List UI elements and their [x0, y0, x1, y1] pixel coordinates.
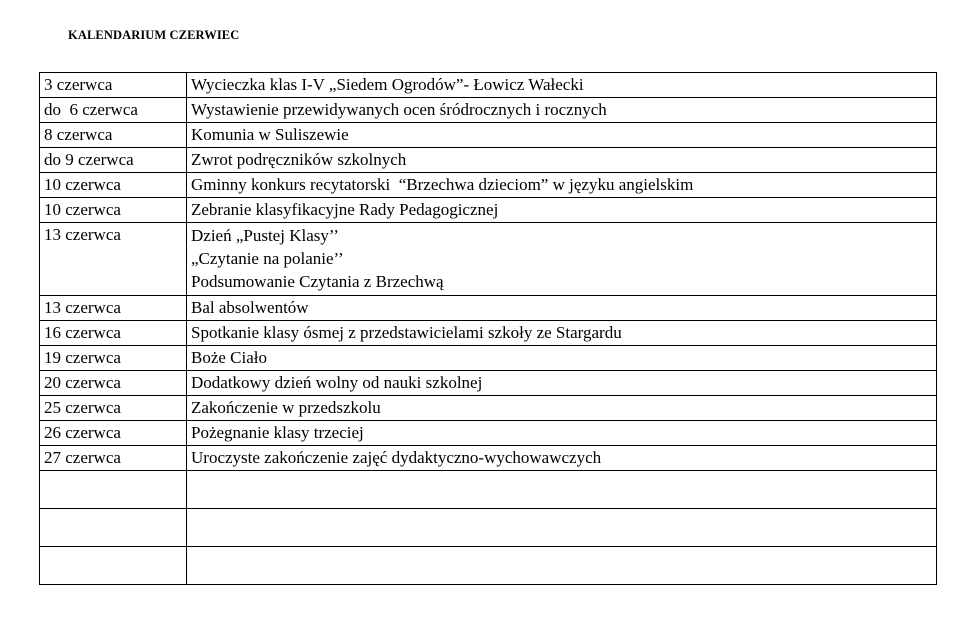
date-cell: do 6 czerwca — [40, 98, 187, 123]
table-row — [40, 73, 937, 98]
date-cell — [40, 547, 187, 585]
date-cell: 3 czerwca — [40, 73, 187, 98]
table-row — [40, 296, 937, 321]
event-cell — [187, 223, 937, 296]
event-cell: Pożegnanie klasy trzeciej — [187, 421, 937, 446]
event-line: „Czytanie na polanie’’ — [191, 249, 344, 268]
event-cell: Spotkanie klasy ósmej z przedstawicielami szkoły ze Stargardu — [187, 321, 937, 346]
event-line: Dzień „Pustej Klasy’’ — [191, 226, 339, 245]
table-row — [40, 223, 937, 296]
date-cell: 25 czerwca — [40, 396, 187, 421]
table-row — [40, 98, 937, 123]
table-row — [40, 173, 937, 198]
event-line: Podsumowanie Czytania z Brzechwą — [191, 272, 444, 291]
event-cell: Zwrot podręczników szkolnych — [187, 148, 937, 173]
table-row-empty — [40, 509, 937, 547]
event-cell: Zebranie klasyfikacyjne Rady Pedagogicznej — [187, 198, 937, 223]
table-row — [40, 446, 937, 471]
event-cell: Wystawienie przewidywanych ocen śródrocznych i rocznych — [187, 98, 937, 123]
table-row — [40, 371, 937, 396]
event-cell: Boże Ciało — [187, 346, 937, 371]
table-row-empty — [40, 471, 937, 509]
event-cell: Uroczyste zakończenie zajęć dydaktyczno-wychowawczych — [187, 446, 937, 471]
table-row — [40, 198, 937, 223]
date-cell: 20 czerwca — [40, 371, 187, 396]
table-row — [40, 346, 937, 371]
event-cell — [187, 471, 937, 509]
event-cell: Bal absolwentów — [187, 296, 937, 321]
event-cell — [187, 547, 937, 585]
table-row-empty — [40, 547, 937, 585]
document-title: KALENDARIUM CZERWIEC — [68, 28, 240, 42]
event-cell: Komunia w Suliszewie — [187, 123, 937, 148]
event-cell — [187, 509, 937, 547]
date-cell: 10 czerwca — [40, 173, 187, 198]
event-cell: Dodatkowy dzień wolny od nauki szkolnej — [187, 371, 937, 396]
table-row — [40, 321, 937, 346]
date-cell — [40, 509, 187, 547]
date-cell — [40, 471, 187, 509]
table-row — [40, 148, 937, 173]
event-cell: Gminny konkurs recytatorski “Brzechwa dzieciom” w języku angielskim — [187, 173, 937, 198]
date-cell: 16 czerwca — [40, 321, 187, 346]
date-cell: 27 czerwca — [40, 446, 187, 471]
date-cell: do 9 czerwca — [40, 148, 187, 173]
table-row — [40, 396, 937, 421]
event-cell: Zakończenie w przedszkolu — [187, 396, 937, 421]
date-cell: 10 czerwca — [40, 198, 187, 223]
date-cell: 8 czerwca — [40, 123, 187, 148]
calendar-table — [39, 72, 937, 585]
table-row — [40, 123, 937, 148]
date-cell: 19 czerwca — [40, 346, 187, 371]
date-cell: 13 czerwca — [40, 296, 187, 321]
date-cell: 13 czerwca — [40, 223, 187, 296]
event-cell: Wycieczka klas I-V „Siedem Ogrodów”- Łowicz Wałecki — [187, 73, 937, 98]
table-row — [40, 421, 937, 446]
date-cell: 26 czerwca — [40, 421, 187, 446]
